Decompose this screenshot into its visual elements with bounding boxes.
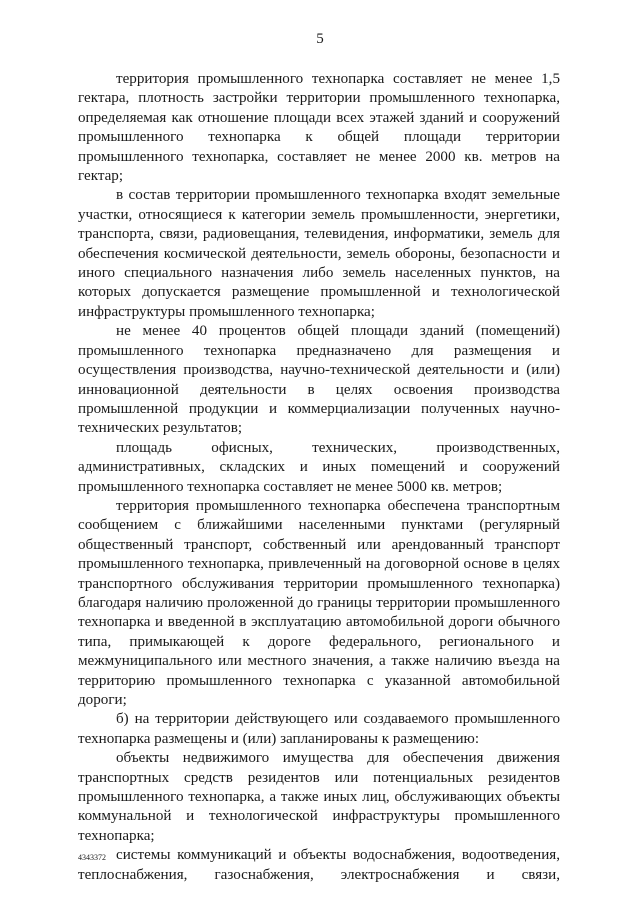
paragraph: объекты недвижимого имущества для обеспечения движения транспортных средств резидентов или потенциальных резидентов промышленного технопарка, а также иных лиц, обслуживающих объекты коммунальной и технологической инфраструктуры промышленного технопарка; xyxy=(78,750,560,844)
paragraph: территория промышленного технопарка составляет не менее 1,5 гектара, плотность застройки территории промышленного технопарка, определяемая как отношение площади всех этажей зданий и сооружений промышленного технопарка к общей площади территории промышленного технопарка, составляет не менее 2000 кв. метров на гектар; xyxy=(78,71,560,185)
paragraph: территория промышленного технопарка обеспечена транспортным сообщением с ближайшими населенными пунктами (регулярный общественный транспорт, собственный или арендованный транспорт промышленного технопарка, привлеченный на договорной основе в целях транспортного обслуживания территории промышленного технопарка) благодаря наличию проложенной до границы территории промышленного технопарка и введенной в эксплуатацию автомобильной дороги обычного типа, примыкающей к дороге федерального, регионального и межмуниципального или местного значения, а также наличию въезда на территорию промышленного технопарка с указанной автомобильной дороги; xyxy=(78,497,560,708)
page-number: 5 xyxy=(316,31,324,47)
document-body xyxy=(78,70,560,885)
paragraph: б) на территории действующего или создаваемого промышленного технопарка размещены и (или) запланированы к размещению: xyxy=(78,711,560,747)
paragraph: площадь офисных, технических, производственных, административных, складских и иных помещений и сооружений промышленного технопарка составляет не менее 5000 кв. метров; xyxy=(78,439,560,495)
document-code: 4343372 xyxy=(78,853,106,862)
paragraph: системы коммуникаций и объекты водоснабжения, водоотведения, теплоснабжения, газоснабжения, электроснабжения и связи, xyxy=(78,847,560,883)
paragraph: не менее 40 процентов общей площади зданий (помещений) промышленного технопарка предназначено для размещения и осуществления производства, научно-технической деятельности и (или) инновационной деятельности в целях освоения производства промышленной продукции и коммерциализации полученных научно-технических результатов; xyxy=(78,323,560,437)
paragraph: в состав территории промышленного технопарка входят земельные участки, относящиеся к категории земель промышленности, энергетики, транспорта, связи, радиовещания, телевидения, информатики, земель для обеспечения космической деятельности, земель обороны, безопасности и иного специального назначения либо земель населенных пунктов, на которых допускается размещение промышленной и технологической инфраструктуры промышленного технопарка; xyxy=(78,187,560,320)
